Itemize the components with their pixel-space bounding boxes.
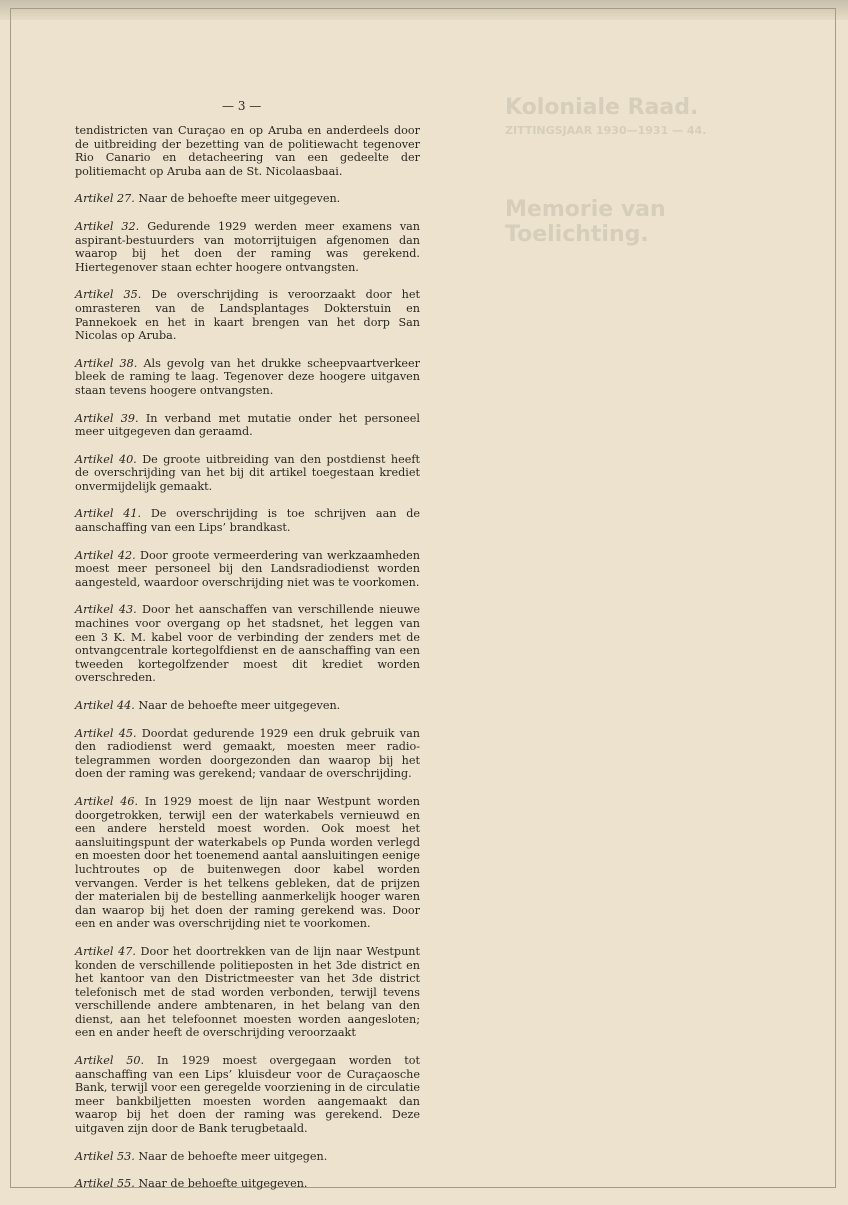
article-label: Artikel 46. xyxy=(75,794,139,808)
article-text: Doordat gedurende 1929 een druk gebruik van den radiodienst werd gemaakt, moesten meer radio-telegrammen worden doorgezonden dan waarop bij het doen der raming was gerekend; vandaar de overschrijding. xyxy=(75,726,421,781)
article-label: Artikel 40. xyxy=(75,452,137,466)
article-text: De overschrijding is toe schrijven aan de aanschaffing van een Lips’ brandkast. xyxy=(75,507,420,535)
article-text: Naar de behoefte meer uitgegen. xyxy=(134,1149,328,1163)
article-paragraph xyxy=(75,603,420,685)
article-label: Artikel 41. xyxy=(75,507,142,521)
article-paragraph xyxy=(75,507,420,534)
article-label: Artikel 32. xyxy=(75,219,140,233)
article-text: In verband met mutatie onder het personeel meer uitgegeven dan geraamd. xyxy=(75,411,420,439)
article-text: Door het doortrekken van de lijn naar Westpunt konden de verschillende politieposten in het 3de district en het kantoor van den Districtmeester van het 3de district telefonisch met de stad worden verbonden, terwijl tevens verschillende andere ambtenaren, in het belang van den dienst, aan het telefoonnet moesten worden aangesloten; een en ander heeft de overschrijding veroorzaakt xyxy=(75,944,420,1040)
article-text: Naar de behoefte uitgegeven. xyxy=(134,1177,308,1191)
bleed-line-3: Memorie van Toelichting. xyxy=(505,197,666,247)
article-label: Artikel 50. xyxy=(75,1054,145,1068)
article-paragraph xyxy=(75,220,420,274)
article-label: Artikel 42. xyxy=(75,548,136,562)
article-paragraph xyxy=(75,1054,420,1136)
page-number: — 3 — xyxy=(222,99,262,113)
article-paragraph xyxy=(75,699,420,713)
article-text: Door groote vermeerdering van werkzaamheden moest meer personeel bij den Landsradiodienst worden aangesteld, waardoor overschrijding niet was te voorkomen. xyxy=(75,548,420,589)
article-text: De groote uitbreiding van den postdienst heeft de overschrijding van het bij dit artikel toegestaan krediet onvermijdelijk gemaakt. xyxy=(75,452,420,493)
bleed-line-2: ZITTINGSJAAR 1930—1931 — 44. xyxy=(505,124,707,137)
article-paragraph xyxy=(75,357,420,398)
article-paragraph xyxy=(75,192,420,206)
bleed-line-1: Koloniale Raad. xyxy=(505,95,699,120)
document-body xyxy=(75,124,420,1205)
article-label: Artikel 38. xyxy=(75,356,138,370)
article-label: Artikel 35. xyxy=(75,288,142,302)
article-label: Artikel 55. xyxy=(75,1177,135,1191)
article-text: Door het aanschaffen van verschillende nieuwe machines voor overgang op het stadsnet, het leggen van een 3 K. M. kabel voor de verbinding der zenders met de ontvangcentrale kortegolfdienst en de aanschaffing van een tweeden kortegolfzender moest dit krediet worden overschreden. xyxy=(75,603,420,685)
article-label: Artikel 27. xyxy=(75,192,135,206)
article-paragraph xyxy=(75,795,420,931)
intro-paragraph: tendistricten van Curaçao en op Aruba en anderdeels door de uitbreiding der bezetting van de politiewacht tegenover Rio Canario en detacheering van een gedeelte der politiemacht op Aruba aan de St. Nicolaasbaai. xyxy=(75,124,420,178)
article-label: Artikel 53. xyxy=(75,1149,135,1163)
article-label: Artikel 39. xyxy=(75,411,139,425)
article-paragraph xyxy=(75,549,420,590)
bleed-through-text xyxy=(505,95,725,255)
article-paragraph xyxy=(75,1150,420,1164)
article-paragraph xyxy=(75,453,420,494)
article-text: Naar de behoefte meer uitgegeven. xyxy=(134,192,341,206)
article-text: In 1929 moest de lijn naar Westpunt worden doorgetrokken, terwijl een der waterkabels vernieuwd en een andere hersteld moest worden. Ook moest het aansluitingspunt der waterkabels op Punda worden verlegd en moesten door het toenemend aantal aansluitingen eenige luchtroutes op de buitenwegen door kabel worden vervangen. Verder is het telkens gebleken, dat de prijzen der materialen bij de bestelling aanmerkelijk hooger waren dan waarop bij het doen der raming gerekend was. Door een en ander was overschrijding niet te voorkomen. xyxy=(75,794,420,931)
article-paragraph xyxy=(75,1177,420,1191)
article-paragraph xyxy=(75,945,420,1040)
article-text: De overschrijding is veroorzaakt door het omrasteren van de Landsplantages Dokterstuin en Pannekoek en het in kaart brengen van het dorp San Nicolas op Aruba. xyxy=(75,288,420,343)
article-paragraph xyxy=(75,288,420,342)
article-paragraph xyxy=(75,727,420,781)
article-label: Artikel 45. xyxy=(75,726,137,740)
article-list xyxy=(75,192,420,1190)
article-text: Gedurende 1929 werden meer examens van aspirant-bestuurders van motorrijtuigen afgenomen dan waarop bij het doen der raming was gerekend. Hiertegenover staan echter hoogere ontvangsten. xyxy=(75,219,421,274)
article-label: Artikel 43. xyxy=(75,603,137,617)
article-text: Als gevolg van het drukke scheepvaartverkeer bleek de raming te laag. Tegenover deze hoogere uitgaven staan tevens hoogere ontvangsten. xyxy=(75,356,420,397)
article-label: Artikel 44. xyxy=(75,699,135,712)
article-text: In 1929 moest overgegaan worden tot aanschaffing van een Lips’ kluisdeur voor de Curaçaosche Bank, terwijl voor een geregelde voorziening in de circulatie meer bankbiljetten moesten worden aangemaakt dan waarop bij het doen der raming was gerekend. Deze uitgaven zijn door de Bank terugbetaald. xyxy=(75,1054,420,1136)
article-paragraph xyxy=(75,412,420,439)
article-text: Naar de behoefte meer uitgegeven. xyxy=(134,699,341,712)
article-label: Artikel 47. xyxy=(75,944,136,958)
